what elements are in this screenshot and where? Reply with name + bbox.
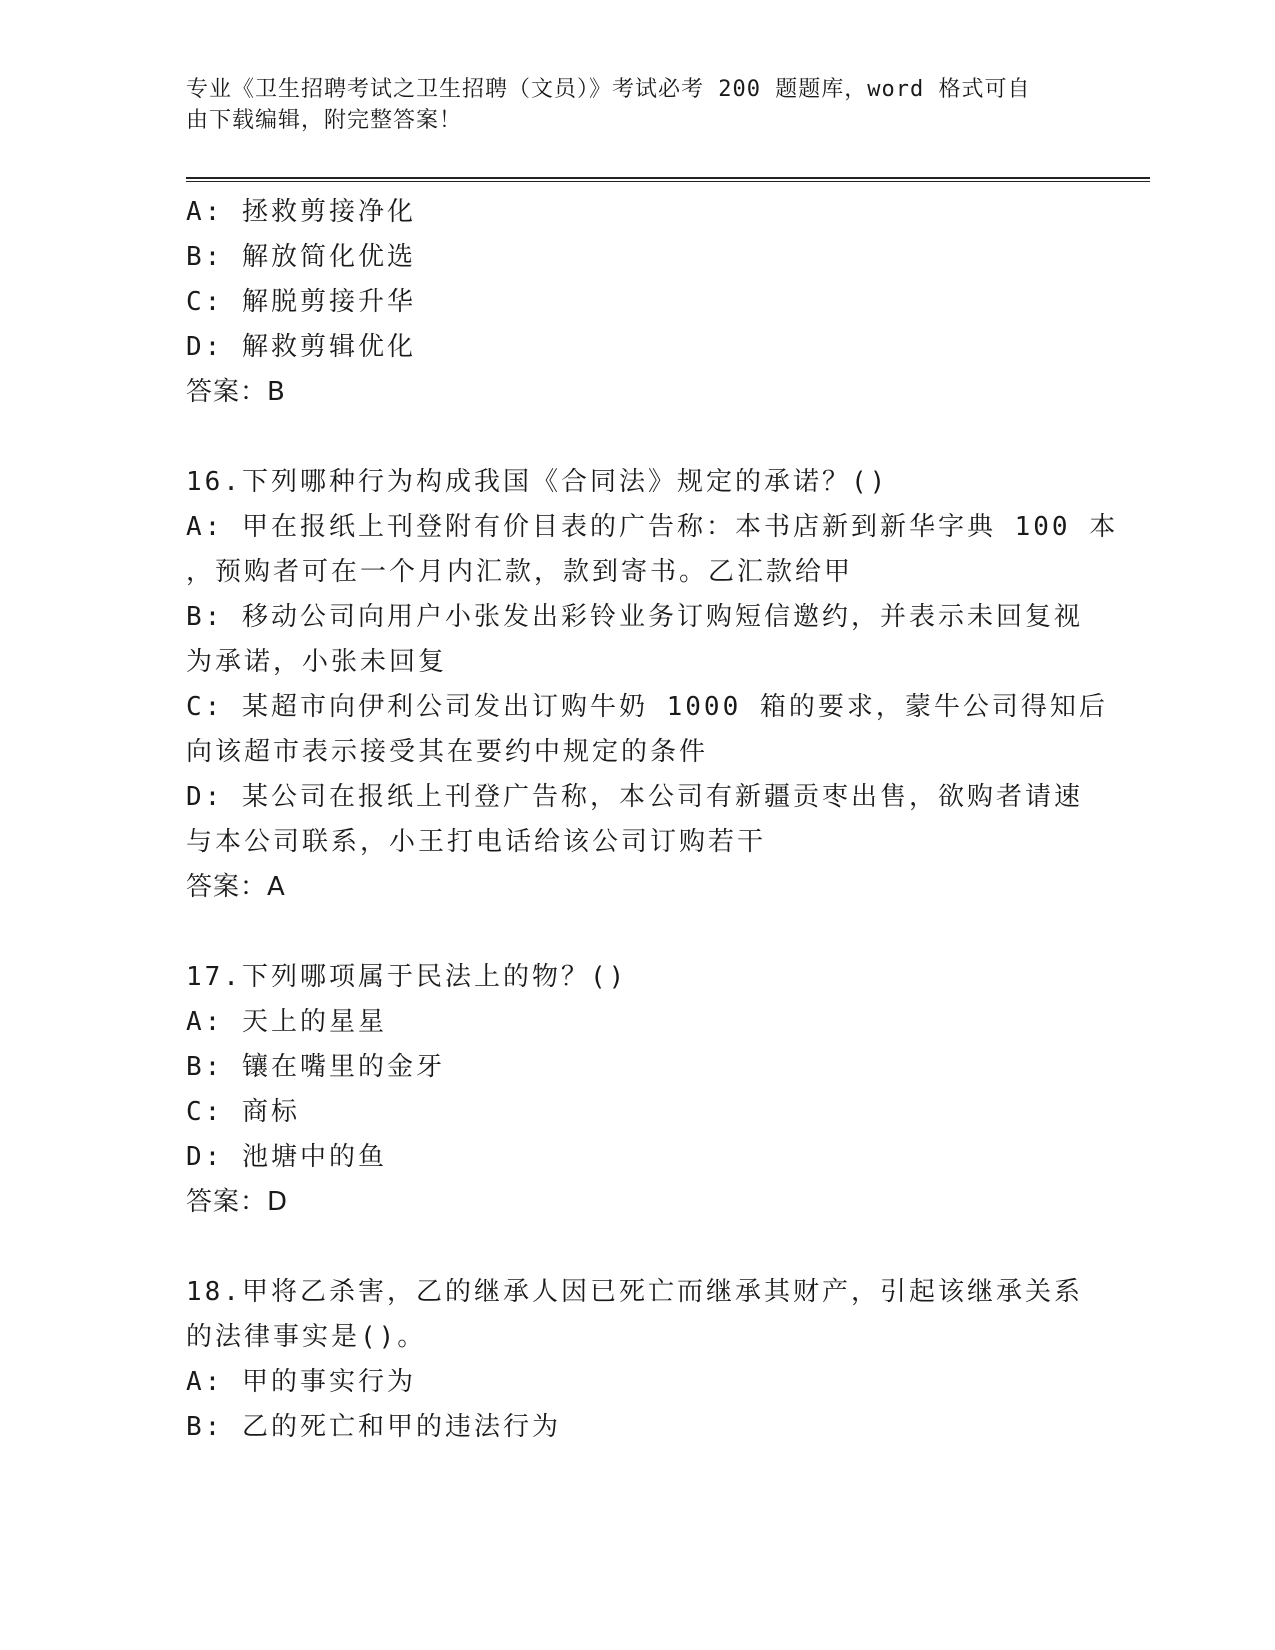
question-stem: 17.下列哪项属于民法上的物？() bbox=[186, 962, 628, 992]
option-d-cont: 与本公司联系，小王打电话给该公司订购若干 bbox=[186, 827, 767, 857]
option-b: B: 解放简化优选 bbox=[186, 242, 416, 272]
option-d: D: 解救剪辑优化 bbox=[186, 332, 416, 362]
option-c: C: 解脱剪接升华 bbox=[186, 287, 416, 317]
header-divider bbox=[186, 177, 1150, 182]
spacer bbox=[186, 910, 1086, 955]
question-16-block bbox=[186, 460, 1119, 910]
option-a: A: 甲在报纸上刊登附有价目表的广告称：本书店新到新华字典 100 本 bbox=[186, 512, 1119, 542]
header-line-1: 专业《卫生招聘考试之卫生招聘（文员）》考试必考 200 题题库，word 格式可自 bbox=[186, 77, 1031, 102]
question-stem: 18.甲将乙杀害，乙的继承人因已死亡而继承其财产，引起该继承关系 bbox=[186, 1277, 1083, 1307]
option-b: B: 移动公司向用户小张发出彩铃业务订购短信邀约，并表示未回复视 bbox=[186, 602, 1083, 632]
answer-line: 答案：D bbox=[186, 1187, 289, 1217]
option-a: A: 甲的事实行为 bbox=[186, 1367, 416, 1397]
option-a: A: 天上的星星 bbox=[186, 1007, 387, 1037]
option-d: D: 某公司在报纸上刊登广告称，本公司有新疆贡枣出售，欲购者请速 bbox=[186, 782, 1083, 812]
prev-question-block bbox=[186, 190, 1086, 415]
question-stem-cont: 的法律事实是()。 bbox=[186, 1322, 427, 1352]
option-b-cont: 为承诺，小张未回复 bbox=[186, 647, 448, 677]
question-content bbox=[186, 190, 1119, 1450]
option-c: C: 商标 bbox=[186, 1097, 300, 1127]
document-header bbox=[186, 74, 1066, 136]
question-stem: 16.下列哪种行为构成我国《合同法》规定的承诺？() bbox=[186, 467, 889, 497]
option-a: A: 拯救剪接净化 bbox=[186, 197, 416, 227]
answer-line: 答案：A bbox=[186, 872, 286, 902]
option-d: D: 池塘中的鱼 bbox=[186, 1142, 387, 1172]
option-c-cont: 向该超市表示接受其在要约中规定的条件 bbox=[186, 737, 709, 767]
question-17-block bbox=[186, 955, 1086, 1225]
header-line-2: 由下载编辑，附完整答案！ bbox=[186, 108, 463, 133]
option-c: C: 某超市向伊利公司发出订购牛奶 1000 箱的要求，蒙牛公司得知后 bbox=[186, 692, 1108, 722]
spacer bbox=[186, 415, 1086, 460]
answer-line: 答案：B bbox=[186, 377, 286, 407]
question-18-block bbox=[186, 1270, 1086, 1450]
option-b: B: 乙的死亡和甲的违法行为 bbox=[186, 1412, 561, 1442]
option-a-cont: ，预购者可在一个月内汇款，款到寄书。乙汇款给甲 bbox=[186, 557, 854, 587]
spacer bbox=[186, 1225, 1086, 1270]
option-b: B: 镶在嘴里的金牙 bbox=[186, 1052, 445, 1082]
